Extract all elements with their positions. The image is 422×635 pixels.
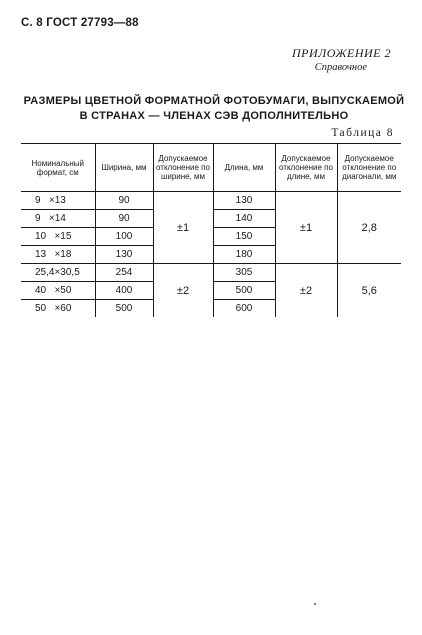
table-row	[21, 192, 401, 210]
length-cell: 150	[213, 228, 275, 246]
col-header-diagonal-tolerance: Допускаемое отклонение по диагонали, мм	[337, 144, 401, 192]
col-header-length: Длина, мм	[213, 144, 275, 192]
width-cell: 500	[95, 300, 153, 318]
width-cell: 90	[95, 192, 153, 210]
length-tolerance-cell: ±1	[275, 192, 337, 264]
width-tolerance-cell: ±2	[153, 264, 213, 318]
format-cell: 9 ×14	[21, 210, 95, 228]
length-cell: 600	[213, 300, 275, 318]
table-label: Таблица 8	[331, 127, 394, 139]
length-cell: 180	[213, 246, 275, 264]
document-title	[20, 94, 408, 124]
page-speck	[314, 603, 316, 605]
length-cell: 305	[213, 264, 275, 282]
format-cell: 25,4×30,5	[21, 264, 95, 282]
width-cell: 400	[95, 282, 153, 300]
dimensions-table	[21, 143, 401, 317]
table-row	[21, 264, 401, 282]
col-header-width: Ширина, мм	[95, 144, 153, 192]
col-header-width-tolerance: Допускаемое отклонение по ширине, мм	[153, 144, 213, 192]
format-cell: 50 ×60	[35, 303, 72, 314]
length-tolerance-cell: ±2	[275, 264, 337, 318]
col-header-format: Номинальный формат, см	[21, 144, 95, 192]
appendix-title: ПРИЛОЖЕНИЕ 2	[292, 46, 391, 60]
title-line-1: РАЗМЕРЫ ЦВЕТНОЙ ФОРМАТНОЙ ФОТОБУМАГИ, ВЫПУСКАЕМОЙ	[23, 95, 405, 107]
length-cell: 500	[213, 282, 275, 300]
page-header: С. 8 ГОСТ 27793—88	[21, 17, 139, 29]
format-cell: 10 ×15	[21, 228, 95, 246]
length-cell: 140	[213, 210, 275, 228]
appendix-subtitle: Справочное	[314, 62, 367, 73]
width-tolerance-cell: ±1	[153, 192, 213, 264]
width-cell: 130	[95, 246, 153, 264]
width-cell: 90	[95, 210, 153, 228]
table-header-row	[21, 144, 401, 192]
diagonal-tolerance-cell: 2,8	[337, 192, 401, 264]
format-cell: 13 ×18	[21, 246, 95, 264]
width-cell: 254	[95, 264, 153, 282]
col-header-length-tolerance: Допускаемое отклонение по длине, мм	[275, 144, 337, 192]
diagonal-tolerance-cell: 5,6	[337, 264, 401, 318]
format-cell: 40 ×50	[21, 282, 95, 300]
width-cell: 100	[95, 228, 153, 246]
format-cell: 9 ×13	[21, 192, 95, 210]
length-cell: 130	[213, 192, 275, 210]
title-line-2: В СТРАНАХ — ЧЛЕНАХ СЭВ ДОПОЛНИТЕЛЬНО	[79, 110, 349, 122]
